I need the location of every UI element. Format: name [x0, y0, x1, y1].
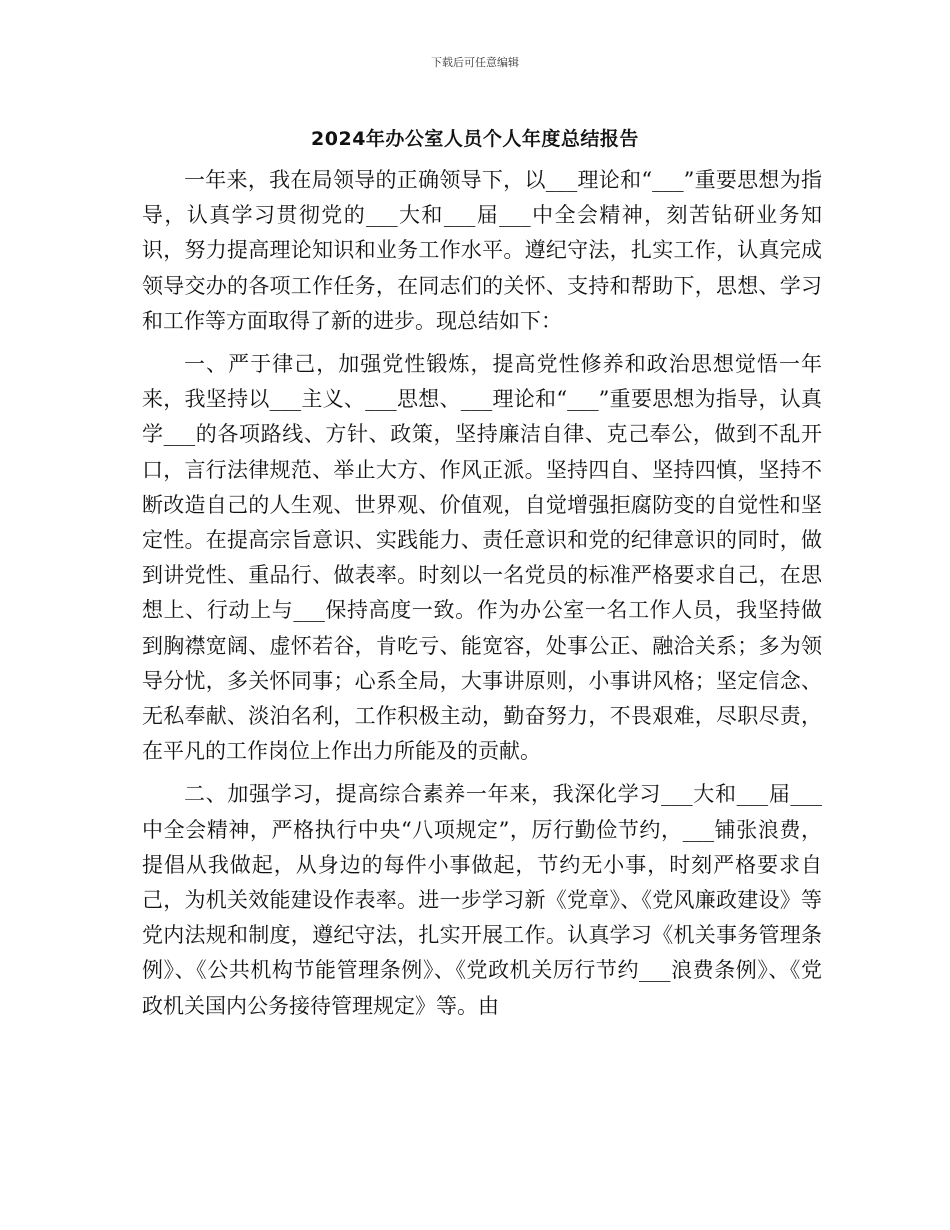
document-title: 2024年办公室人员个人年度总结报告 [311, 128, 639, 150]
paragraph-section-one: 一、严于律己，加强党性锻炼，提高党性修养和政治思想觉悟一年来，我坚持以___主义、___思想、___理论和“___”重要思想为指导，认真学___的各项路线、方针、政策，坚持廉洁自律、克己奉公，做到不乱开口，言行法律规范、举止大方、作风正派。坚持四自、坚持四慎，坚持不断改造自己的人生观、世界观、价值观，自觉增强拒腐防变的自觉性和坚定性。在提高宗旨意识、实践能力、责任意识和党的纪律意识的同时，做到讲党性、重品行、做表率。时刻以一名党员的标准严格要求自己，在思想上、行动上与___保持高度一致。作为办公室一名工作人员，我坚持做到胸襟宽阔、虚怀若谷，肯吃亏、能宽容，处事公正、融洽关系；多为领导分忧，多关怀同事；心系全局，大事讲原则，小事讲风格；坚定信念、无私奉献、淡泊名利，工作积极主动，勤奋努力，不畏艰难，尽职尽责，在平凡的工作岗位上作出力所能及的贡献。 [142, 352, 822, 764]
paragraph-section-two: 二、加强学习，提高综合素养一年来，我深化学习___大和___届___中全会精神，严格执行中央“八项规定”，厉行勤俭节约，___铺张浪费，提倡从我做起，从身边的每件小事做起，节约无小事，时刻严格要求自己，为机关效能建设作表率。进一步学习新《党章》、《党风廉政建设》等党内法规和制度，遵纪守法，扎实开展工作。认真学习《机关事务管理条例》、《公共机构节能管理条例》、《党政机关厉行节约___浪费条例》、《党政机关国内公务接待管理规定》等。由 [142, 782, 822, 1018]
paragraph-intro: 一年来，我在局领导的正确领导下，以___理论和“___”重要思想为指导，认真学习贯彻党的___大和___届___中全会精神，刻苦钻研业务知识，努力提高理论知识和业务工作水平。遵纪守法，扎实工作，认真完成领导交办的各项工作任务，在同志们的关怀、支持和帮助下，思想、学习和工作等方面取得了新的进步。现总结如下： [142, 168, 822, 333]
document-body [142, 163, 822, 1032]
header-note: 下载后可任意编辑 [431, 56, 519, 69]
